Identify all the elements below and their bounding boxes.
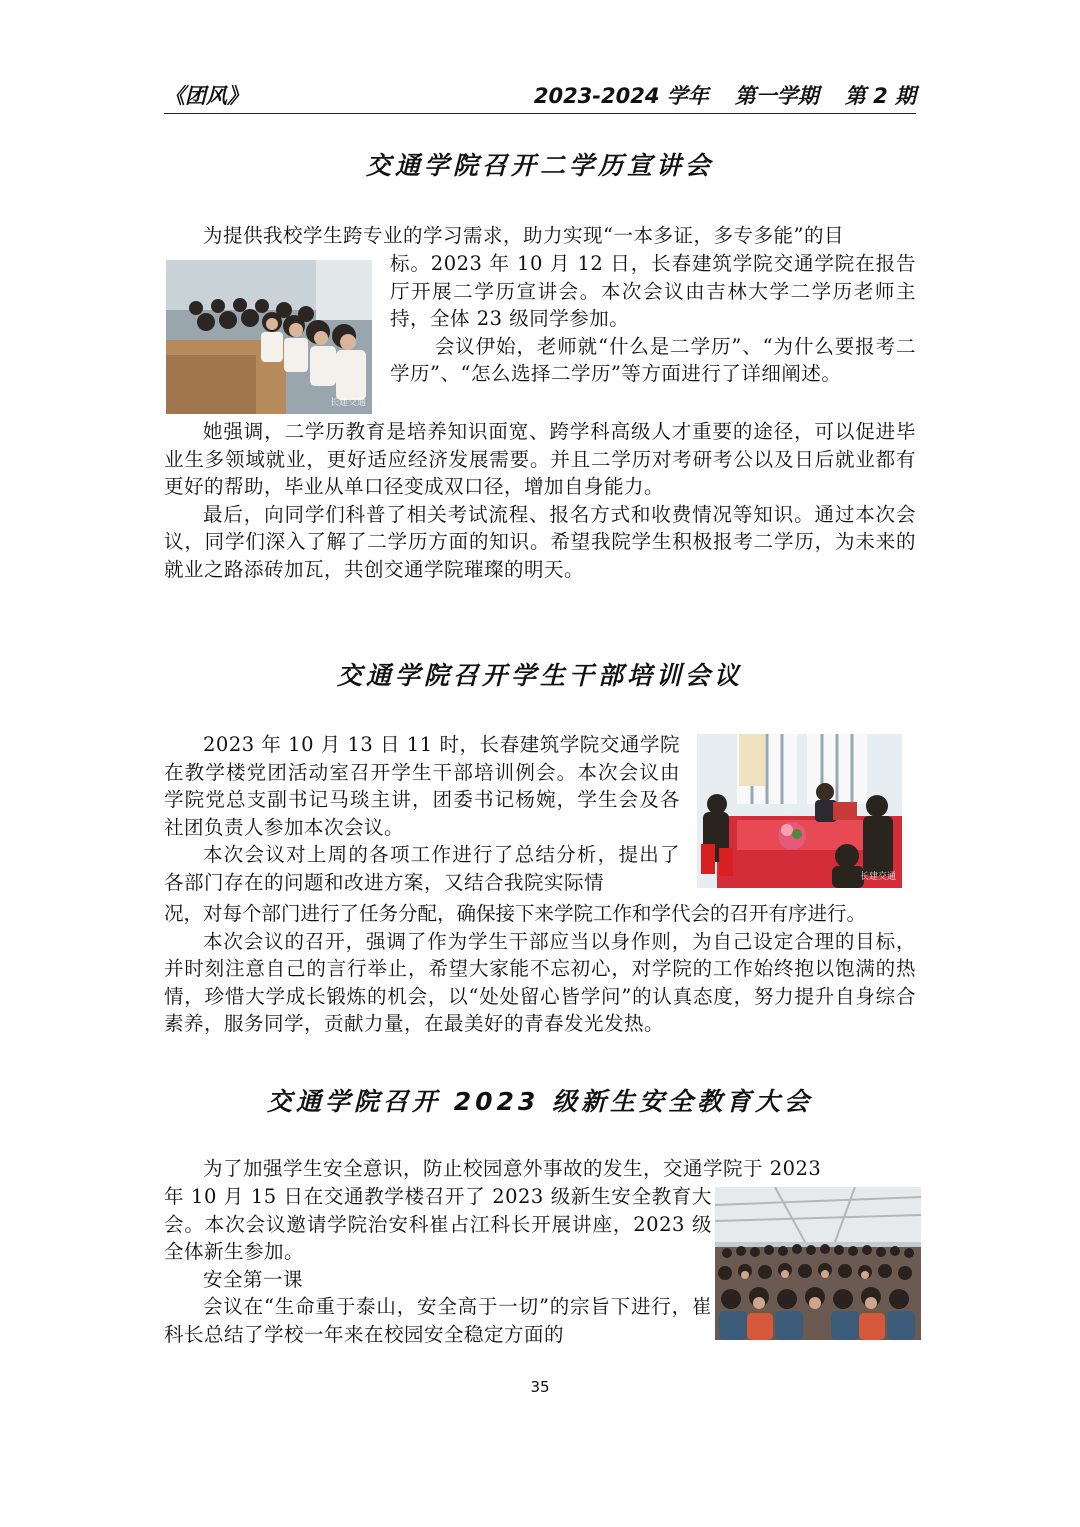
article3-side-text	[164, 1183, 712, 1348]
article3-line1: 为了加强学生安全意识，防止校园意外事故的发生，交通学院于 2023	[203, 1157, 822, 1180]
article2-photo	[697, 734, 902, 888]
article2-side-para2: 本次会议对上周的各项工作进行了总结分析，提出了各部门存在的问题和改进方案，又结合我院实际情	[164, 843, 680, 894]
semester: 第一学期	[734, 84, 819, 108]
article1-para2: 她强调，二学历教育是培养知识面宽、跨学科高级人才重要的途径，可以促进毕业生多领域就业，更好适应经济发展需要。并且二学历对考研考公以及日后就业都有更好的帮助，毕业从单口径变成双口径，增加自身能力。	[164, 420, 916, 498]
photo-watermark: 长建交通	[329, 398, 366, 408]
article1-body	[164, 418, 916, 583]
article1-line1: 为提供我校学生跨专业的学习需求，助力实现“一本多证，多专多能”的目	[203, 224, 844, 247]
journal-name: 《团风》	[164, 84, 248, 108]
article2-side-para1: 2023 年 10 月 13 日 11 时，长春建筑学院交通学院在教学楼党团活动室召开学生干部培训例会。本次会议由学院党总支副书记马琰主讲，团委书记杨婉，学生会及各社团负责人参加本次会议。	[164, 733, 680, 839]
issue-info	[508, 80, 916, 110]
article1-side-para2: 会议伊始，老师就“什么是二学历”、“为什么要报考二学历”、“怎么选择二学历”等方面进行了详细阐述。	[390, 334, 916, 385]
article2-para-cont: 况，对每个部门进行了任务分配，确保接下来学院工作和学代会的召开有序进行。	[164, 902, 867, 925]
article2-para3: 本次会议的召开，强调了作为学生干部应当以身作则，为自己设定合理的目标，并时刻注意自己的言行举止，希望大家能不忘初心，对学院的工作始终抱以饱满的热情，珍惜大学成长锻炼的机会，以“处处留心皆学问”的认真态度，努力提升自身综合素养，服务同学，贡献力量，在最美好的青春发光发热。	[164, 929, 916, 1035]
article3-title: 交通学院召开 2023 级新生安全教育大会	[267, 1087, 813, 1116]
article1-side-para1: 标。2023 年 10 月 12 日，长春建筑学院交通学院在报告厅开展二学历宣讲会。本次会议由吉林大学二学历老师主持，全体 23 级同学参加。	[390, 252, 916, 330]
article3-subhead: 安全第一课	[203, 1267, 304, 1291]
photo-watermark: 长建交通	[859, 872, 896, 882]
article1-photo	[166, 260, 372, 414]
article3-side-para1: 年 10 月 15 日在交通教学楼召开了 2023 级新生安全教育大会。本次会议邀请学院治安科崔占江科长开展讲座，2023 级全体新生参加。	[164, 1185, 712, 1263]
article2-side-text	[164, 731, 680, 896]
article2-title: 交通学院召开学生干部培训会议	[336, 661, 743, 690]
page-header	[164, 78, 916, 112]
article3-photo	[715, 1187, 921, 1340]
meeting-room-photo-icon	[697, 734, 902, 888]
article1-para3: 最后，向同学们科普了相关考试流程、报名方式和收费情况等知识。通过本次会议，同学们深入了解了二学历方面的知识。希望我院学生积极报考二学历，为未来的就业之路添砖加瓦，共创交通学院璀璨的明天。	[164, 502, 916, 581]
page-number: 35	[530, 1378, 550, 1396]
issue-number: 第 2 期	[844, 84, 916, 108]
article2-body	[164, 900, 916, 1038]
header-divider	[164, 113, 916, 114]
article1-side-text	[390, 250, 916, 388]
auditorium-photo-icon	[715, 1187, 921, 1340]
article1-title: 交通学院召开二学历宣讲会	[365, 151, 714, 180]
lecture-hall-photo-icon	[166, 260, 372, 414]
school-year: 2023-2024 学年	[533, 84, 709, 108]
article3-side-para2: 会议在“生命重于泰山，安全高于一切”的宗旨下进行，崔科长总结了学校一年来在校园安全稳定方面的	[164, 1295, 712, 1346]
